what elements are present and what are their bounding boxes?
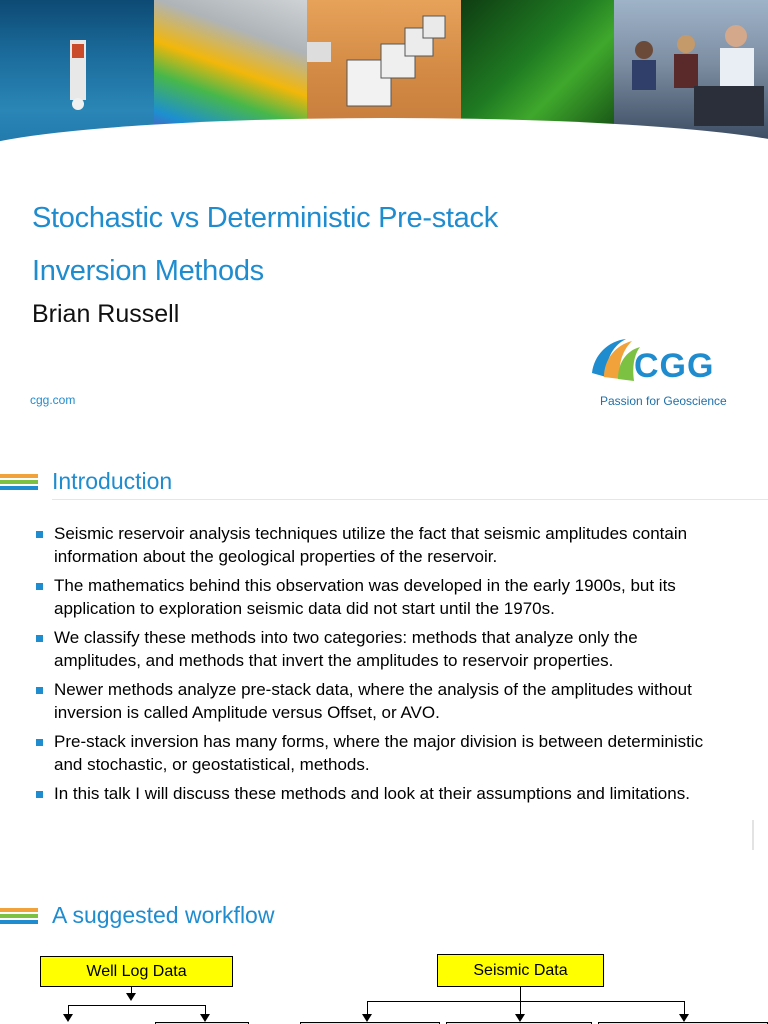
arrow-down-icon — [126, 993, 136, 1001]
cgg-logo-tagline: Passion for Geoscience — [600, 394, 727, 408]
bullet-item: Seismic reservoir analysis techniques utilize the fact that seismic amplitudes contain information about the geological properties of the reservoir. — [34, 522, 724, 568]
arrow-down-icon — [63, 1014, 73, 1022]
bullet-item: Newer methods analyze pre-stack data, where the analysis of the amplitudes without inversion is called Amplitude versus Offset, or AVO. — [34, 678, 724, 724]
arrow-down-icon — [200, 1014, 210, 1022]
title-line-2: Inversion Methods — [32, 255, 264, 287]
cgg-logo — [586, 333, 746, 413]
seismic-data-box: Seismic Data — [437, 954, 604, 987]
bullet-item: In this talk I will discuss these methods and look at their assumptions and limitations. — [34, 782, 724, 805]
connector-line — [520, 1001, 521, 1015]
well-log-data-box: Well Log Data — [40, 956, 233, 987]
connector-line — [68, 1005, 206, 1006]
connector-line — [520, 987, 521, 1001]
introduction-heading: Introduction — [52, 468, 173, 494]
arrow-down-icon — [362, 1014, 372, 1022]
slide-edge-mark — [752, 820, 754, 850]
bullet-item: We classify these methods into two categories: methods that analyze only the amplitudes, and methods that invert the amplitudes to reservoir properties. — [34, 626, 724, 672]
connector-line — [367, 1001, 685, 1002]
heading-color-bars-icon — [0, 908, 38, 926]
connector-line — [684, 1001, 685, 1015]
title-slide — [0, 0, 768, 430]
connector-line — [367, 1001, 368, 1015]
bullet-item: The mathematics behind this observation was developed in the early 1900s, but its application to exploration seismic data did not start until the 1970s. — [34, 574, 724, 620]
introduction-bullet-list — [34, 522, 724, 811]
author-name: Brian Russell — [32, 300, 180, 328]
workflow-heading: A suggested workflow — [52, 902, 275, 928]
bullet-item: Pre-stack inversion has many forms, where the major division is between deterministic and stochastic, or geostatistical, methods. — [34, 730, 724, 776]
cgg-logo-text: CGG — [634, 347, 715, 385]
heading-color-bars-icon — [0, 474, 38, 492]
website-link[interactable]: cgg.com — [30, 393, 76, 407]
title-line-1: Stochastic vs Deterministic Pre-stack — [32, 202, 498, 234]
arrow-down-icon — [515, 1014, 525, 1022]
presentation-title — [32, 192, 652, 298]
workflow-slide — [0, 878, 768, 1024]
heading-divider — [52, 499, 768, 500]
introduction-slide — [0, 440, 768, 870]
arrow-down-icon — [679, 1014, 689, 1022]
